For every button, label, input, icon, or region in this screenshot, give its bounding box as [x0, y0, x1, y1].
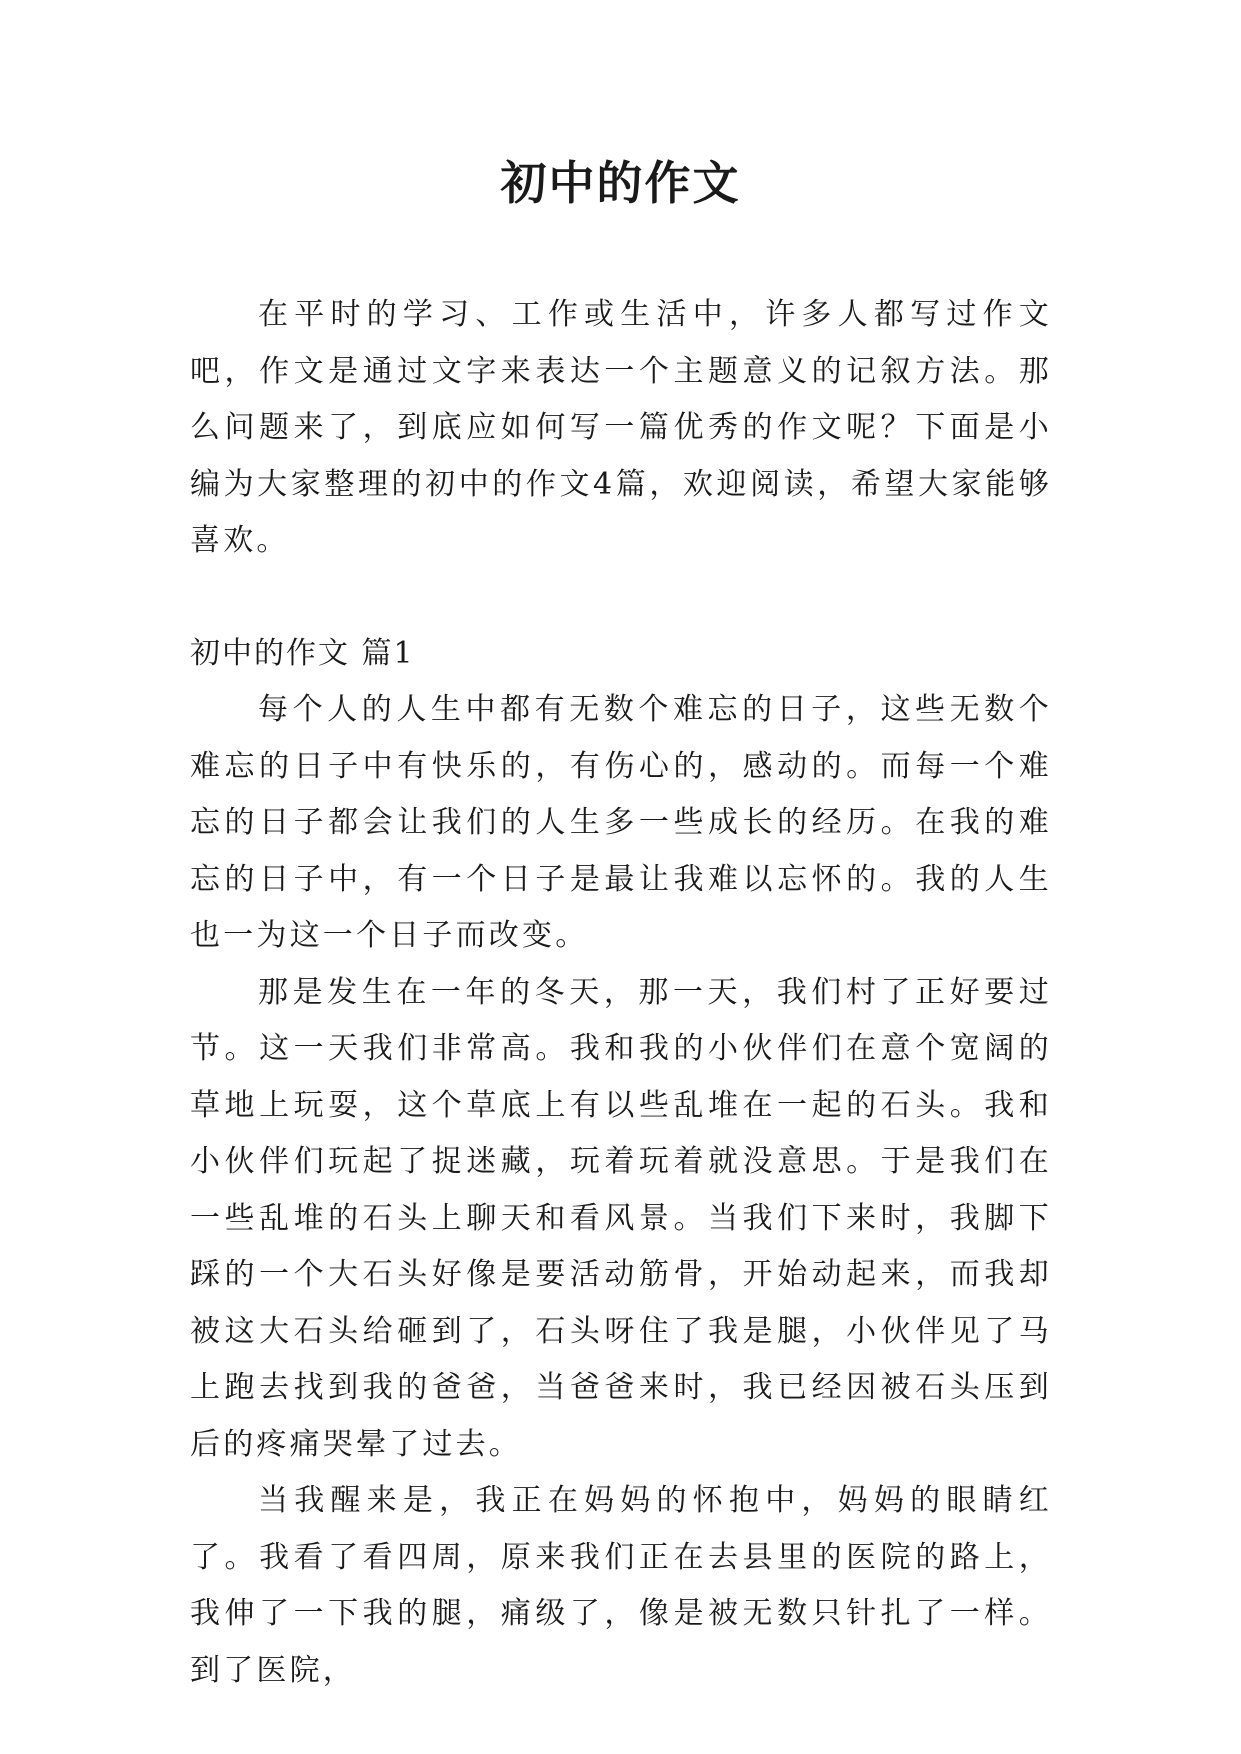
document-title: 初中的作文	[500, 156, 741, 210]
section-heading: 初中的作文 篇1	[190, 635, 415, 671]
body-paragraph-3: 当我醒来是，我正在妈妈的怀抱中，妈妈的眼睛红了。我看了看四周，原来我们正在去县里的医院的路上，我伸了一下我的腿，痛级了，像是被无数只针扎了一样。到了医院，	[190, 1483, 1052, 1688]
document-body	[190, 287, 1052, 1699]
intro-paragraph: 在平时的学习、工作或生活中，许多人都写过作文吧，作文是通过文字来表达一个主题意义的记叙方法。那么问题来了，到底应如何写一篇优秀的作文呢？下面是小编为大家整理的初中的作文4篇，欢迎阅读，希望大家能够喜欢。	[190, 297, 1052, 558]
body-paragraph-1: 每个人的人生中都有无数个难忘的日子，这些无数个难忘的日子中有快乐的，有伤心的，感动的。而每一个难忘的日子都会让我们的人生多一些成长的经历。在我的难忘的日子中，有一个日子是最让我难以忘怀的。我的人生也一为这一个日子而改变。	[190, 692, 1052, 953]
body-paragraph-2: 那是发生在一年的冬天，那一天，我们村了正好要过节。这一天我们非常高。我和我的小伙伴们在意个宽阔的草地上玩耍，这个草底上有以些乱堆在一起的石头。我和小伙伴们玩起了捉迷藏，玩着玩着就没意思。于是我们在一些乱堆的石头上聊天和看风景。当我们下来时，我脚下踩的一个大石头好像是要活动筋骨，开始动起来，而我却被这大石头给砸到了，石头呀住了我是腿，小伙伴见了马上跑去找到我的爸爸，当爸爸来时，我已经因被石头压到后的疼痛哭晕了过去。	[190, 974, 1052, 1462]
